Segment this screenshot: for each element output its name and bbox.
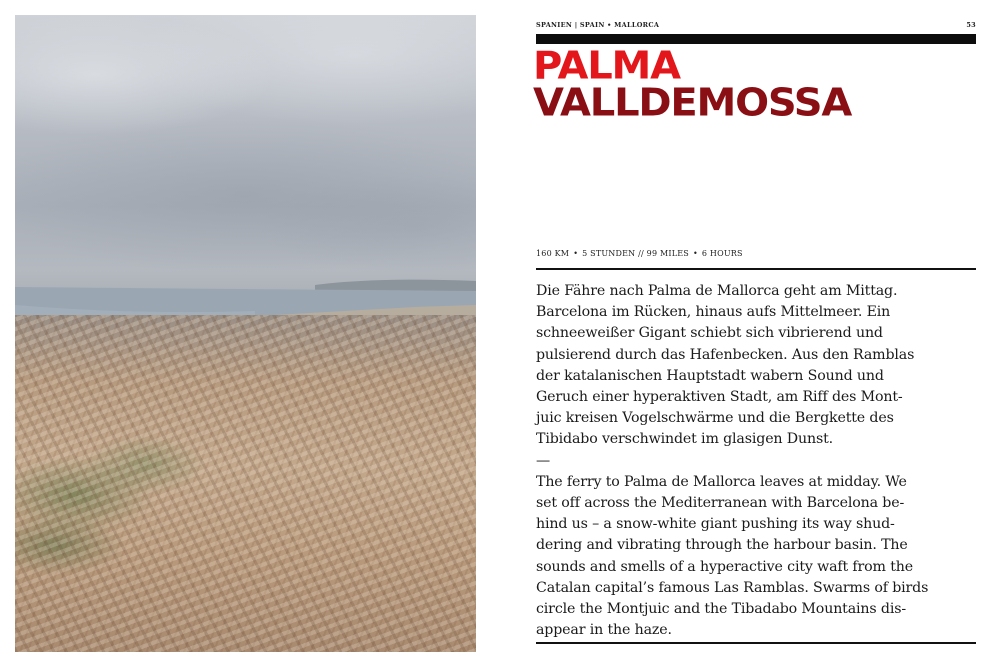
- duration-de: 5 STUNDEN: [582, 249, 636, 258]
- text-line: sounds and smells of a hyperactive city waft from the: [536, 558, 913, 575]
- city-rooftops: [15, 315, 476, 652]
- text-line: juic kreisen Vogelschwärme und die Bergkette des: [536, 410, 894, 427]
- top-rule: [536, 34, 976, 44]
- article-body: [536, 281, 976, 641]
- german-paragraph: [536, 281, 976, 451]
- text-line: Catalan capital’s famous Las Ramblas. Swarms of birds: [536, 579, 929, 596]
- language-divider: —: [536, 452, 551, 469]
- text-line: Tibidabo verschwindet im glasigen Dunst.: [536, 431, 834, 448]
- text-line: hind us – a snow-white giant pushing its way shud-: [536, 516, 895, 533]
- text-line: schneeweißer Gigant schiebt sich vibrierend und: [536, 325, 883, 342]
- duration-en: 6 HOURS: [701, 249, 743, 258]
- text-line: Geruch einer hyperaktiven Stadt, am Riff des Mont-: [536, 389, 903, 406]
- text-line: pulsierend durch das Hafenbecken. Aus den Ramblas: [536, 346, 915, 363]
- section-label: SPANIEN | SPAIN • MALLORCA: [536, 21, 660, 29]
- text-line: dering and vibrating through the harbour basin. The: [536, 537, 908, 554]
- title-line-2: VALLDEMOSSA: [533, 81, 852, 125]
- aerial-photo: [15, 15, 476, 652]
- text-line: Die Fähre nach Palma de Mallorca geht am Mittag.: [536, 283, 898, 299]
- bottom-rule: [536, 642, 976, 644]
- text-line: Barcelona im Rücken, hinaus aufs Mittelmeer. Ein: [536, 304, 891, 321]
- page-title: [533, 44, 993, 125]
- route-meta: 160 KM • 5 STUNDEN // 99 MILES • 6 HOURS: [536, 249, 743, 258]
- title-line-1: PALMA: [533, 44, 680, 88]
- text-line: The ferry to Palma de Mallorca leaves at midday. We: [536, 473, 907, 490]
- page-number: 53: [966, 21, 976, 29]
- distance-km: 160 KM: [536, 249, 570, 258]
- text-line: circle the Montjuic and the Tibadabo Mountains dis-: [536, 601, 906, 618]
- text-line: der katalanischen Hauptstadt wabern Sound und: [536, 367, 884, 384]
- text-line: appear in the haze.: [536, 622, 672, 639]
- text-line: set off across the Mediterranean with Barcelona be-: [536, 495, 905, 512]
- meta-rule: [536, 268, 976, 270]
- distance-miles: 99 MILES: [646, 249, 689, 258]
- section-header: [536, 21, 976, 29]
- meta-separator: //: [638, 249, 644, 258]
- english-paragraph: [536, 472, 976, 642]
